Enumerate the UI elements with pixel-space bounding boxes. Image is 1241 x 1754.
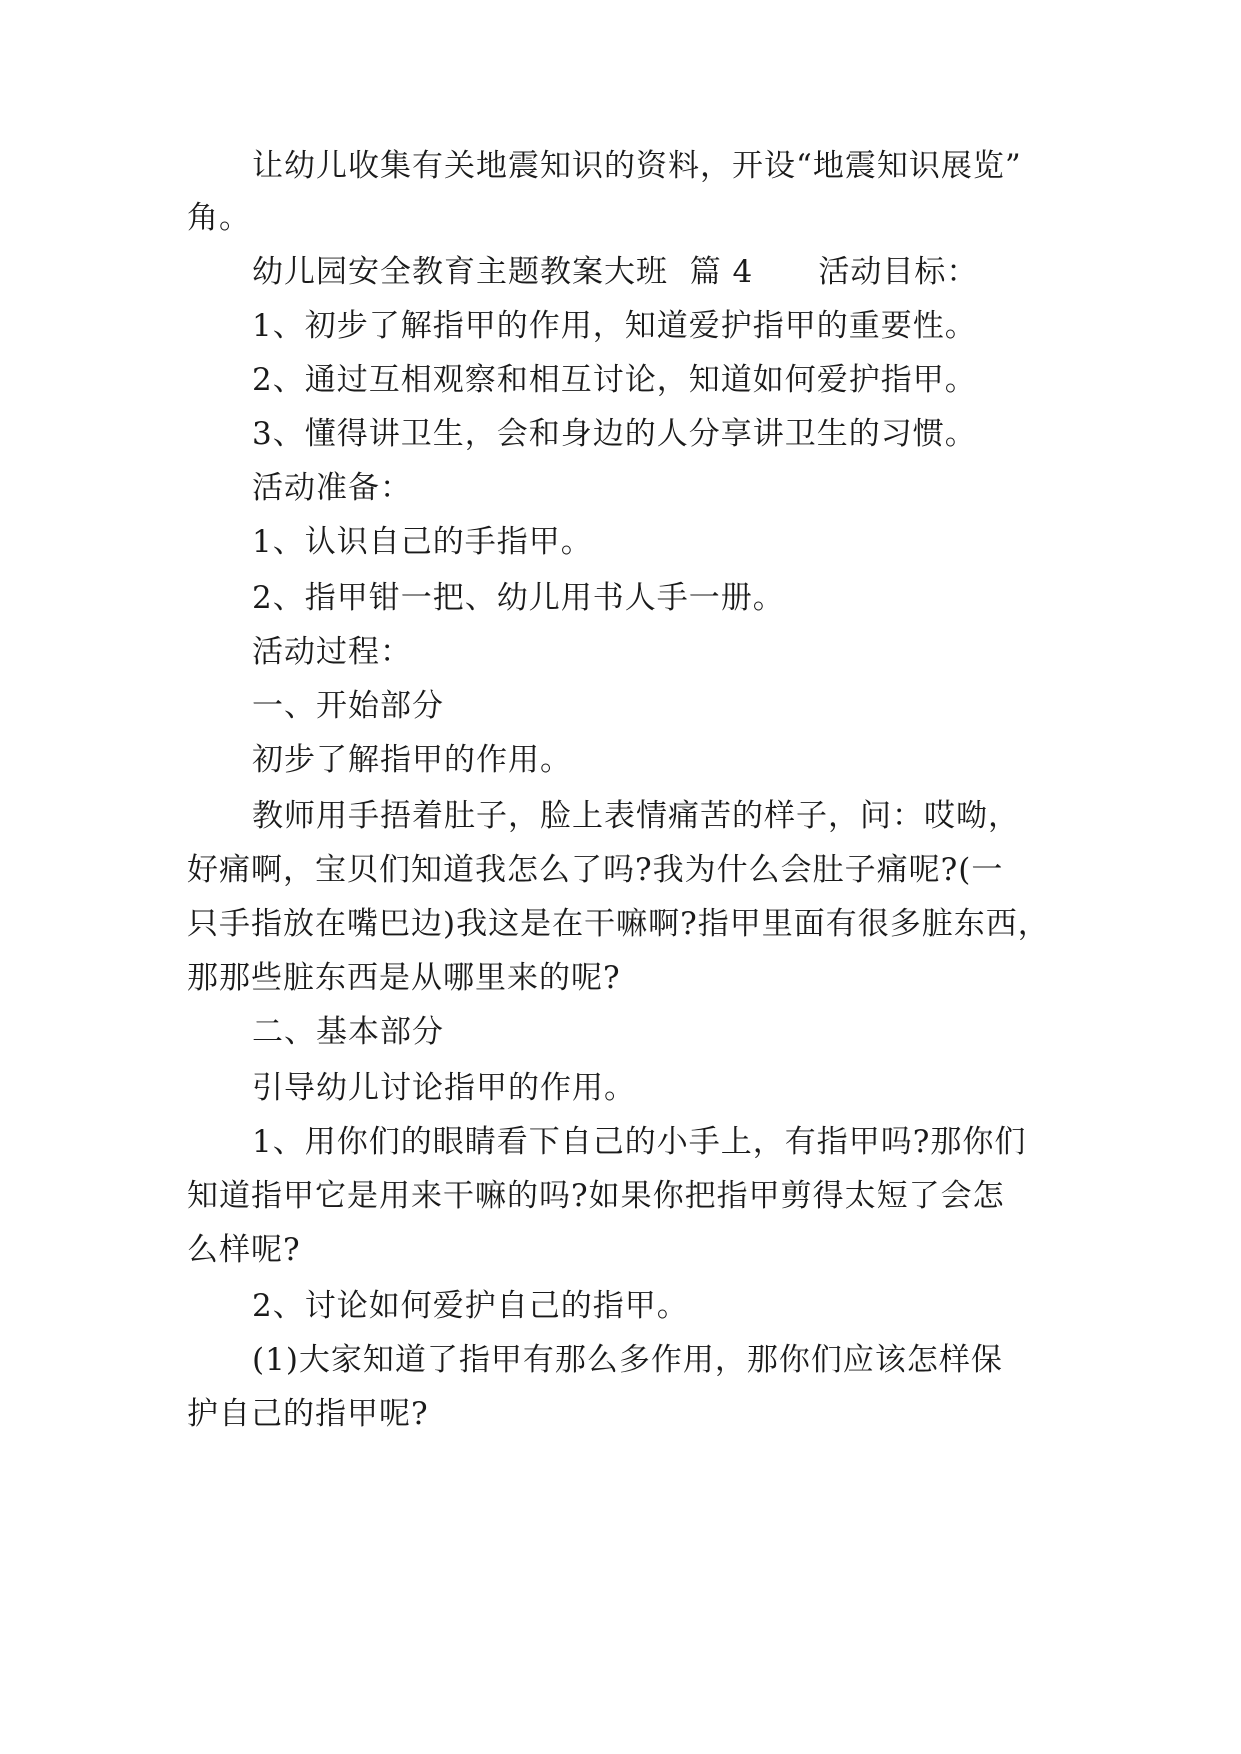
- section-heading: 幼儿园安全教育主题教案大班 篇 4 活动目标：: [252, 254, 979, 290]
- text-line-21: 么样呢?: [187, 1232, 301, 1268]
- text-line-12: 初步了解指甲的作用。: [252, 742, 572, 778]
- text-line-23: (1)大家知道了指甲有那么多作用，那你们应该怎样保: [252, 1342, 1003, 1378]
- text-line-16: 那那些脏东西是从哪里来的呢?: [187, 960, 621, 996]
- text-line-7: 活动准备：: [252, 470, 412, 506]
- text-line-9: 2、指甲钳一把、幼儿用书人手一册。: [252, 580, 785, 616]
- text-line-22: 2、讨论如何爱护自己的指甲。: [252, 1288, 689, 1324]
- text-line-8: 1、认识自己的手指甲。: [252, 524, 593, 560]
- text-line-4: 1、初步了解指甲的作用，知道爱护指甲的重要性。: [252, 308, 977, 344]
- text-line-18: 引导幼儿讨论指甲的作用。: [252, 1070, 636, 1106]
- text-line-10: 活动过程：: [252, 634, 412, 670]
- text-line-6: 3、懂得讲卫生，会和身边的人分享讲卫生的习惯。: [252, 416, 977, 452]
- text-line-1: 让幼儿收集有关地震知识的资料，开设“地震知识展览”: [252, 148, 1022, 184]
- text-line-11: 一、开始部分: [252, 688, 444, 724]
- text-line-5: 2、通过互相观察和相互讨论，知道如何爱护指甲。: [252, 362, 977, 398]
- text-line-13: 教师用手捂着肚子，脸上表情痛苦的样子，问：哎呦，: [252, 798, 1020, 834]
- text-line-24: 护自己的指甲呢?: [187, 1396, 429, 1432]
- text-line-19: 1、用你们的眼睛看下自己的小手上，有指甲吗?那你们: [252, 1124, 1027, 1160]
- text-line-15: 只手指放在嘴巴边)我这是在干嘛啊?指甲里面有很多脏东西，: [187, 906, 1050, 942]
- text-line-17: 二、基本部分: [252, 1014, 444, 1050]
- text-line-2: 角。: [187, 200, 251, 236]
- text-line-14: 好痛啊，宝贝们知道我怎么了吗?我为什么会肚子痛呢?(一: [187, 852, 1004, 888]
- text-line-20: 知道指甲它是用来干嘛的吗?如果你把指甲剪得太短了会怎: [187, 1178, 1005, 1214]
